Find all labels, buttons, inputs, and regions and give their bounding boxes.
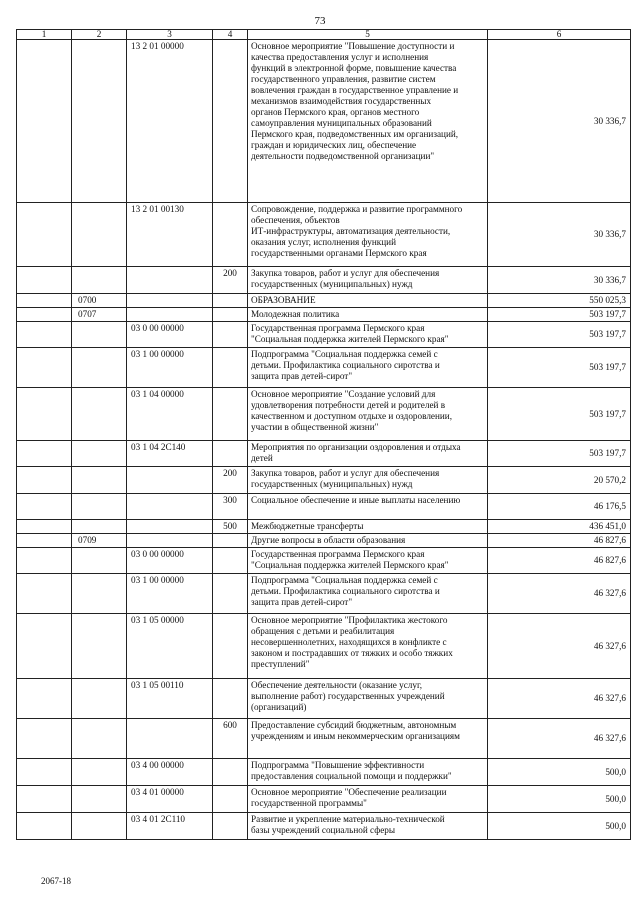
amount-cell: 503 197,7: [488, 388, 631, 441]
amount-cell: 436 451,0: [488, 520, 631, 534]
table-row: [17, 348, 631, 388]
table-row: [17, 308, 631, 322]
target-code-cell: 03 0 00 00000: [127, 548, 213, 574]
name-cell: Сопровождение, поддержка и развитие программного обеспечения, объектов ИТ-инфраструктуры, автоматизация деятельности, оказания услуг, исполнения функций государственными органами Пермского края: [248, 203, 488, 267]
table-row: [17, 520, 631, 534]
expense-type-cell: 200: [213, 467, 248, 494]
name-cell: Мероприятия по организации оздоровления и отдыха детей: [248, 441, 488, 467]
name-cell: Закупка товаров, работ и услуг для обеспечения государственных (муниципальных) нужд: [248, 467, 488, 494]
section-cell: [17, 614, 72, 679]
name-cell: Государственная программа Пермского края "Социальная поддержка жителей Пермского края": [248, 548, 488, 574]
name-cell: Подпрограмма "Социальная поддержка семей с детьми. Профилактика социального сиротства и защита прав детей-сирот": [248, 348, 488, 388]
target-code-cell: 03 4 00 00000: [127, 759, 213, 786]
table-row: [17, 322, 631, 348]
target-code-cell: [127, 494, 213, 520]
amount-cell: 46 327,6: [488, 719, 631, 759]
subsection-cell: [72, 322, 127, 348]
name-cell: Основное мероприятие "Повышение доступности и качества предоставления услуг и исполнения функций в электронной форме, повышение качества государственного управления, развитие систем вовлечения граждан в государственное управление и механизмов взаимодействия государственных органов Пермского края, органов местного самоуправления муниципальных образований Пермского края, подведомственных им организаций, граждан и юридических лиц, обеспечение деятельности подведомственной организации": [248, 40, 488, 203]
amount-cell: 46 827,6: [488, 548, 631, 574]
section-cell: [17, 294, 72, 308]
subsection-cell: [72, 267, 127, 294]
subsection-cell: [72, 759, 127, 786]
amount-cell: 30 336,7: [488, 40, 631, 203]
table-row: [17, 294, 631, 308]
subsection-cell: 0709: [72, 534, 127, 548]
amount-cell: 30 336,7: [488, 203, 631, 267]
subsection-cell: 0700: [72, 294, 127, 308]
target-code-cell: 03 1 00 00000: [127, 348, 213, 388]
subsection-cell: [72, 548, 127, 574]
amount-cell: 20 570,2: [488, 467, 631, 494]
table-row: [17, 441, 631, 467]
target-code-cell: 03 0 00 00000: [127, 322, 213, 348]
expense-type-cell: 600: [213, 719, 248, 759]
amount-cell: 500,0: [488, 786, 631, 813]
section-cell: [17, 348, 72, 388]
header-col-1: 1: [17, 30, 72, 40]
expense-type-cell: [213, 203, 248, 267]
header-col-2: 2: [72, 30, 127, 40]
table-row: [17, 494, 631, 520]
section-cell: [17, 679, 72, 719]
target-code-cell: [127, 520, 213, 534]
expense-type-cell: [213, 574, 248, 614]
section-cell: [17, 494, 72, 520]
subsection-cell: [72, 719, 127, 759]
section-cell: [17, 719, 72, 759]
table-row: [17, 534, 631, 548]
section-cell: [17, 467, 72, 494]
name-cell: Основное мероприятие "Профилактика жестокого обращения с детьми и реабилитация несовершеннолетних, находящихся в конфликте с законом и пострадавших от тяжких и особо тяжких преступлений": [248, 614, 488, 679]
target-code-cell: 03 4 01 00000: [127, 786, 213, 813]
amount-cell: 46 827,6: [488, 534, 631, 548]
table-row: [17, 203, 631, 267]
subsection-cell: [72, 520, 127, 534]
expense-type-cell: [213, 322, 248, 348]
subsection-cell: [72, 203, 127, 267]
name-cell: Развитие и укрепление материально-технической базы учреждений социальной сферы: [248, 813, 488, 840]
subsection-cell: [72, 494, 127, 520]
target-code-cell: 13 2 01 00000: [127, 40, 213, 203]
section-cell: [17, 534, 72, 548]
expense-type-cell: 300: [213, 494, 248, 520]
subsection-cell: [72, 614, 127, 679]
amount-cell: 500,0: [488, 759, 631, 786]
name-cell: Подпрограмма "Социальная поддержка семей с детьми. Профилактика социального сиротства и защита прав детей-сирот": [248, 574, 488, 614]
amount-cell: 503 197,7: [488, 348, 631, 388]
target-code-cell: [127, 719, 213, 759]
expense-type-cell: [213, 759, 248, 786]
target-code-cell: 13 2 01 00130: [127, 203, 213, 267]
target-code-cell: 03 4 01 2С110: [127, 813, 213, 840]
amount-cell: 550 025,3: [488, 294, 631, 308]
subsection-cell: [72, 467, 127, 494]
subsection-cell: [72, 40, 127, 203]
subsection-cell: [72, 574, 127, 614]
section-cell: [17, 548, 72, 574]
table-row: [17, 786, 631, 813]
expense-type-cell: [213, 294, 248, 308]
expense-type-cell: [213, 388, 248, 441]
subsection-cell: [72, 388, 127, 441]
name-cell: Социальное обеспечение и иные выплаты населению: [248, 494, 488, 520]
table-row: [17, 813, 631, 840]
expense-type-cell: [213, 348, 248, 388]
subsection-cell: [72, 813, 127, 840]
target-code-cell: [127, 308, 213, 322]
table-row: [17, 574, 631, 614]
target-code-cell: [127, 467, 213, 494]
name-cell: Закупка товаров, работ и услуг для обеспечения государственных (муниципальных) нужд: [248, 267, 488, 294]
header-col-5: 5: [248, 30, 488, 40]
amount-cell: 503 197,7: [488, 308, 631, 322]
name-cell: Предоставление субсидий бюджетным, автономным учреждениям и иным некоммерческим организациям: [248, 719, 488, 759]
amount-cell: 46 327,6: [488, 574, 631, 614]
expense-type-cell: [213, 441, 248, 467]
section-cell: [17, 520, 72, 534]
name-cell: Подпрограмма "Повышение эффективности предоставления социальной помощи и поддержки": [248, 759, 488, 786]
amount-cell: 46 327,6: [488, 679, 631, 719]
expense-type-cell: [213, 786, 248, 813]
table-row: [17, 267, 631, 294]
section-cell: [17, 267, 72, 294]
amount-cell: 46 176,5: [488, 494, 631, 520]
expense-type-cell: [213, 548, 248, 574]
expense-type-cell: 500: [213, 520, 248, 534]
section-cell: [17, 322, 72, 348]
name-cell: Обеспечение деятельности (оказание услуг, выполнение работ) государственных учреждений (организаций): [248, 679, 488, 719]
header-col-6: 6: [488, 30, 631, 40]
footer-code: 2067-18: [41, 876, 71, 886]
section-cell: [17, 441, 72, 467]
table-row: [17, 40, 631, 203]
subsection-cell: [72, 441, 127, 467]
name-cell: Другие вопросы в области образования: [248, 534, 488, 548]
name-cell: Межбюджетные трансферты: [248, 520, 488, 534]
amount-cell: 46 327,6: [488, 614, 631, 679]
target-code-cell: [127, 267, 213, 294]
subsection-cell: [72, 348, 127, 388]
subsection-cell: [72, 679, 127, 719]
expense-type-cell: [213, 679, 248, 719]
section-cell: [17, 203, 72, 267]
table-row: [17, 759, 631, 786]
target-code-cell: [127, 534, 213, 548]
subsection-cell: 0707: [72, 308, 127, 322]
header-col-3: 3: [127, 30, 213, 40]
name-cell: Молодежная политика: [248, 308, 488, 322]
section-cell: [17, 308, 72, 322]
amount-cell: 500,0: [488, 813, 631, 840]
expense-type-cell: [213, 813, 248, 840]
target-code-cell: [127, 294, 213, 308]
expense-type-cell: [213, 40, 248, 203]
section-cell: [17, 574, 72, 614]
name-cell: Основное мероприятие "Создание условий для удовлетворения потребности детей и родителей в качественном и доступном отдыхе и оздоровлении, участии в общественной жизни": [248, 388, 488, 441]
header-row: [17, 30, 631, 40]
expense-type-cell: [213, 534, 248, 548]
target-code-cell: 03 1 04 2С140: [127, 441, 213, 467]
section-cell: [17, 759, 72, 786]
target-code-cell: 03 1 05 00110: [127, 679, 213, 719]
table-row: [17, 467, 631, 494]
table-row: [17, 548, 631, 574]
section-cell: [17, 813, 72, 840]
budget-table: [16, 29, 631, 840]
amount-cell: 503 197,7: [488, 441, 631, 467]
table-row: [17, 719, 631, 759]
subsection-cell: [72, 786, 127, 813]
expense-type-cell: [213, 308, 248, 322]
section-cell: [17, 388, 72, 441]
expense-type-cell: 200: [213, 267, 248, 294]
table-row: [17, 679, 631, 719]
table-row: [17, 614, 631, 679]
section-cell: [17, 786, 72, 813]
name-cell: Государственная программа Пермского края "Социальная поддержка жителей Пермского края": [248, 322, 488, 348]
section-cell: [17, 40, 72, 203]
target-code-cell: 03 1 04 00000: [127, 388, 213, 441]
amount-cell: 30 336,7: [488, 267, 631, 294]
table-row: [17, 388, 631, 441]
name-cell: ОБРАЗОВАНИЕ: [248, 294, 488, 308]
target-code-cell: 03 1 00 00000: [127, 574, 213, 614]
page-number: 73: [314, 15, 326, 27]
target-code-cell: 03 1 05 00000: [127, 614, 213, 679]
expense-type-cell: [213, 614, 248, 679]
table-body: [17, 40, 631, 840]
name-cell: Основное мероприятие "Обеспечение реализации государственной программы": [248, 786, 488, 813]
amount-cell: 503 197,7: [488, 322, 631, 348]
header-col-4: 4: [213, 30, 248, 40]
